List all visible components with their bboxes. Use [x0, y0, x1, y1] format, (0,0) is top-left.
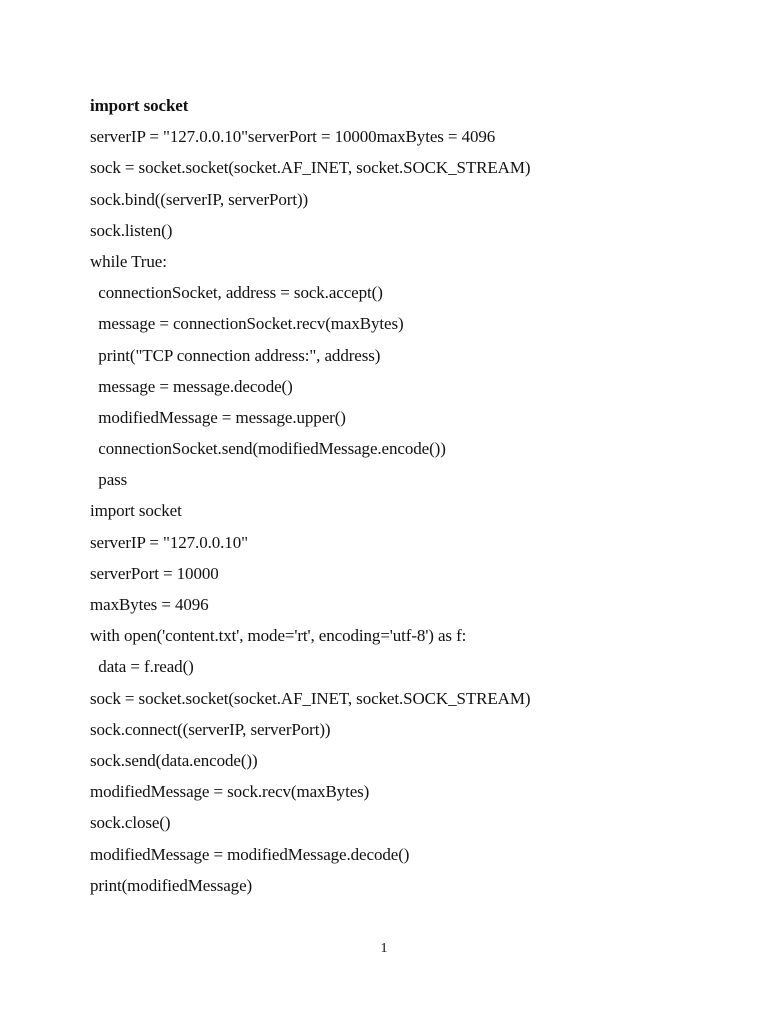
code-line: print("TCP connection address:", address) — [90, 345, 381, 365]
code-line: connectionSocket, address = sock.accept() — [90, 283, 383, 303]
page-number: 1 — [380, 941, 388, 956]
code-line: serverIP = "127.0.0.10"serverPort = 10000maxBytes = 4096 — [90, 127, 496, 147]
code-line: message = message.decode() — [90, 376, 293, 396]
code-line: sock.connect((serverIP, serverPort)) — [90, 719, 331, 739]
code-line: sock.listen() — [90, 220, 173, 240]
code-line: connectionSocket.send(modifiedMessage.encode()) — [90, 439, 446, 459]
code-line: with open('content.txt', mode='rt', encoding='utf-8') as f: — [90, 626, 467, 646]
code-line: import socket — [90, 501, 182, 521]
code-line: data = f.read() — [90, 657, 194, 677]
code-line: modifiedMessage = sock.recv(maxBytes) — [90, 782, 370, 802]
code-line: sock = socket.socket(socket.AF_INET, socket.SOCK_STREAM) — [90, 158, 531, 178]
code-line: sock = socket.socket(socket.AF_INET, socket.SOCK_STREAM) — [90, 688, 531, 708]
code-line: pass — [90, 470, 128, 490]
code-line: modifiedMessage = message.upper() — [90, 407, 346, 427]
code-line: sock.close() — [90, 813, 171, 833]
code-line: sock.send(data.encode()) — [90, 750, 258, 770]
code-listing — [90, 90, 710, 901]
code-line: sock.bind((serverIP, serverPort)) — [90, 189, 309, 209]
code-line: while True: — [90, 251, 167, 271]
code-line: modifiedMessage = modifiedMessage.decode() — [90, 844, 410, 864]
code-line: maxBytes = 4096 — [90, 595, 209, 614]
code-line: message = connectionSocket.recv(maxBytes) — [90, 314, 404, 334]
code-line: print(modifiedMessage) — [90, 875, 253, 895]
code-line: serverIP = "127.0.0.10" — [90, 532, 248, 552]
code-line: serverPort = 10000 — [90, 563, 219, 583]
code-line: import socket — [90, 96, 189, 115]
